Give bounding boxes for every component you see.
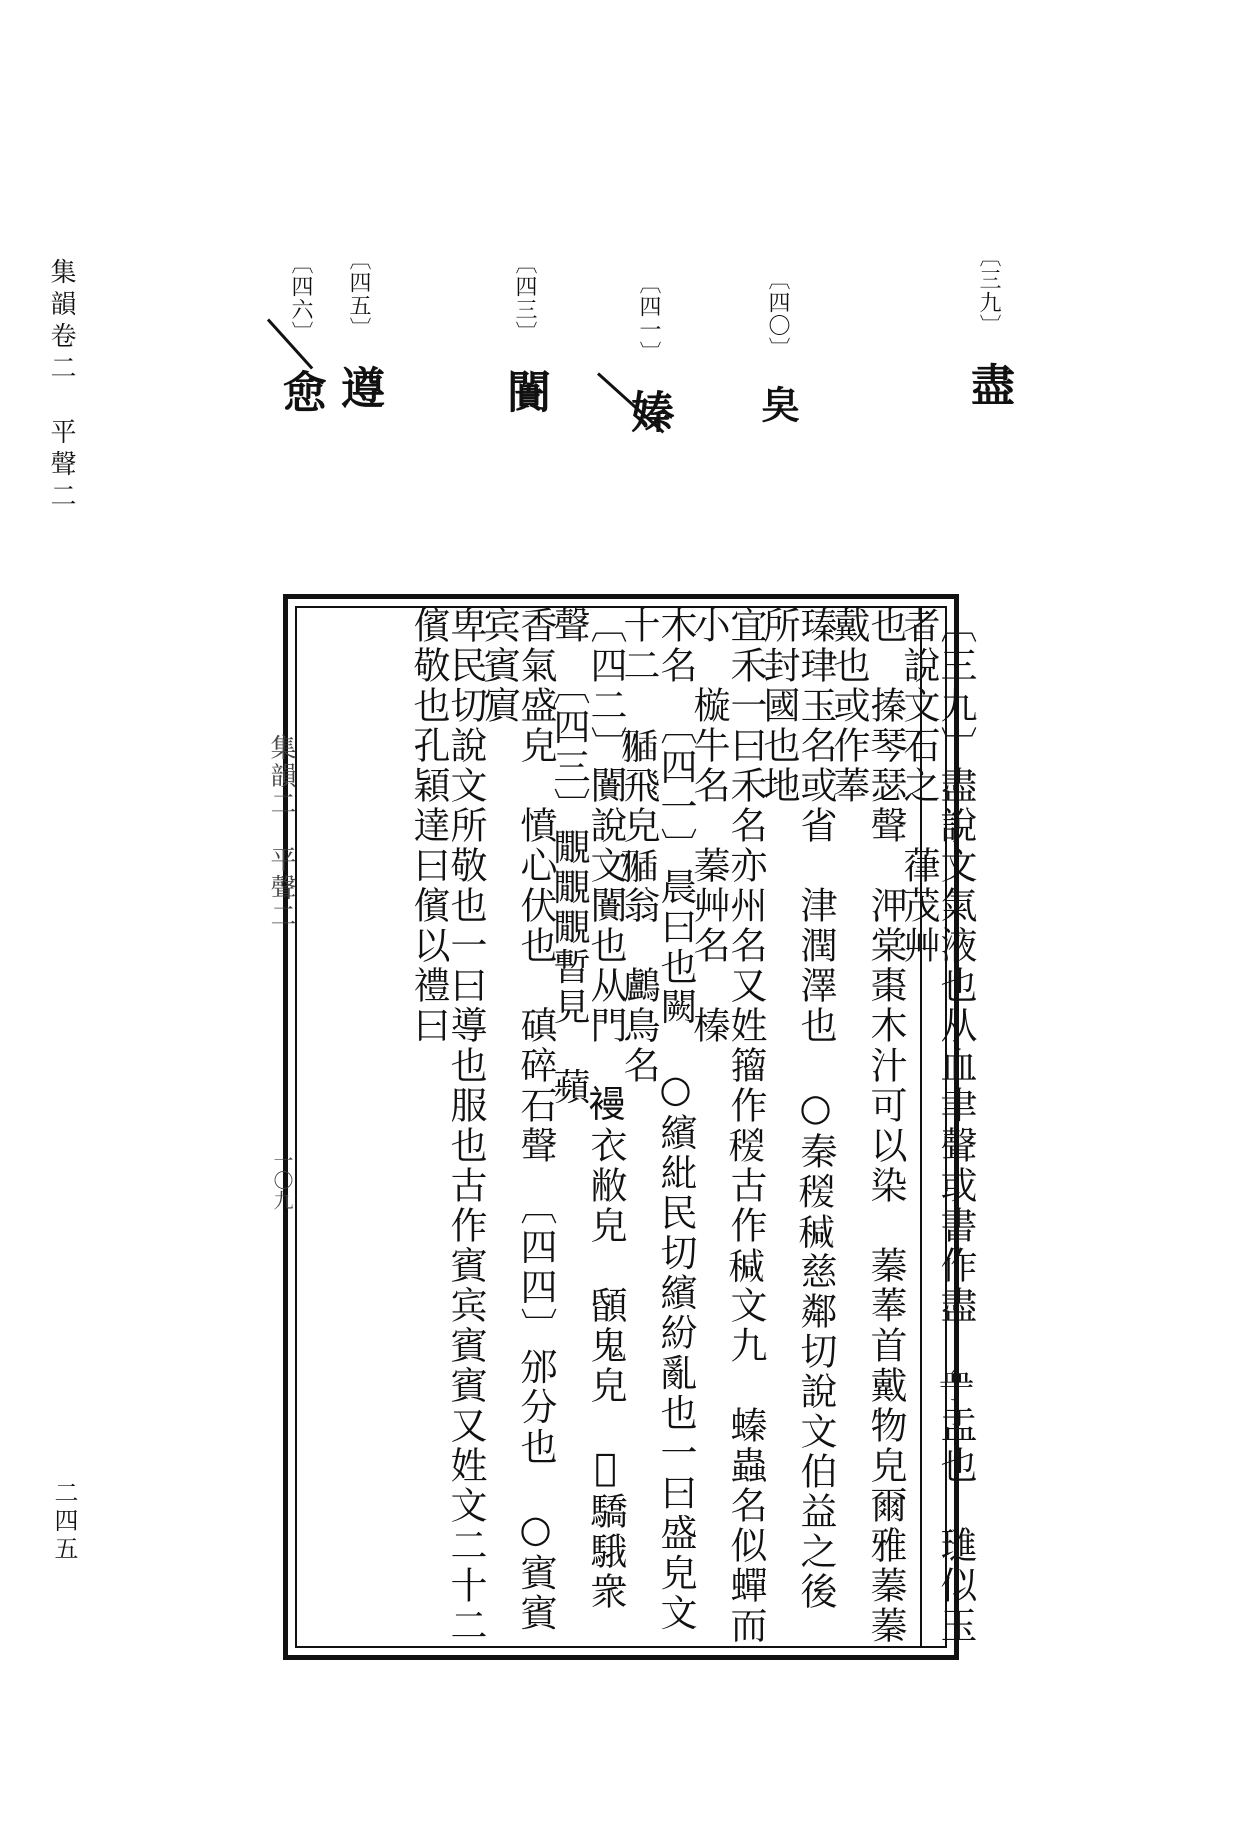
note-number: 〔四五〕 [346,248,371,340]
note-character: 㚖 [755,385,800,423]
collation-note [623,272,674,433]
text-column: 香氣盛皃 憤心伏也 磌碎石聲 〔四四〕邠分也 ○賓賓宾賓賔 [477,606,557,1634]
block-center-label: 集韻二 平聲二 [266,734,296,930]
note-character: 闠 [499,369,550,413]
note-character: 遵 [333,365,384,409]
note-number: 〔四〇〕 [765,268,790,360]
note-number: 〔四三〕 [512,252,537,344]
text-column: 木名 〔四一〕晨曰也闕 ○繽紕民切繽紛亂也一曰盛皃文十二 𦑣飛皃𦑣翁 鸕鳥名 [617,606,697,1634]
note-number: 〔四一〕 [636,272,661,364]
note-number: 〔三九〕 [976,245,1001,337]
text-column: 宜禾一曰禾名亦州名又姓籀作𥟛古作𥠆文九 螓蟲名似蟬而小 㯀牛名 蓁艸名 榛 [687,606,767,1646]
text-column: 〔四二〕闠說文闠也从門 𧜞衣敝皃 䫒鬼皃 𩦭驕騀衆聲 〔四三〕覵覵覵暫見 蘋 [547,606,627,1612]
text-column: 也 搸琴瑟聲 㳌棠棗木汁可以染 蓁菶首戴物皃爾雅蓁蓁戴也或作菶 [827,606,907,1646]
collation-note [499,252,550,413]
text-column: 〔三九〕盡說文氣液也从血聿聲或書作盡 𧖧盂也 璡似玉者說文石之 葎茂艸 [897,606,977,1646]
note-number: 〔四六〕 [288,252,313,344]
text-column: 卑民切說文所敬也一曰導也服也古作賓宾賓賓又姓文二十二 儐敬也孔穎達曰儐以禮曰 [407,606,487,1686]
collation-note [963,245,1014,406]
page-number: 二四五 [50,1480,78,1564]
running-head: 集韻卷二 平聲二 [46,258,76,514]
collation-note [755,268,800,423]
note-character: 盡 [963,362,1014,406]
note-character: 嫀 [623,389,674,433]
collation-note [333,248,384,409]
collation-note [275,252,326,413]
note-character: 㥐 [275,369,326,413]
block-leaf-number: 一〇九 [270,1150,294,1210]
text-column: 瑧珒玉名或省 津潤澤也 ○秦𥟛𥠆慈鄰切說文伯益之後所封國也地 [757,606,837,1612]
